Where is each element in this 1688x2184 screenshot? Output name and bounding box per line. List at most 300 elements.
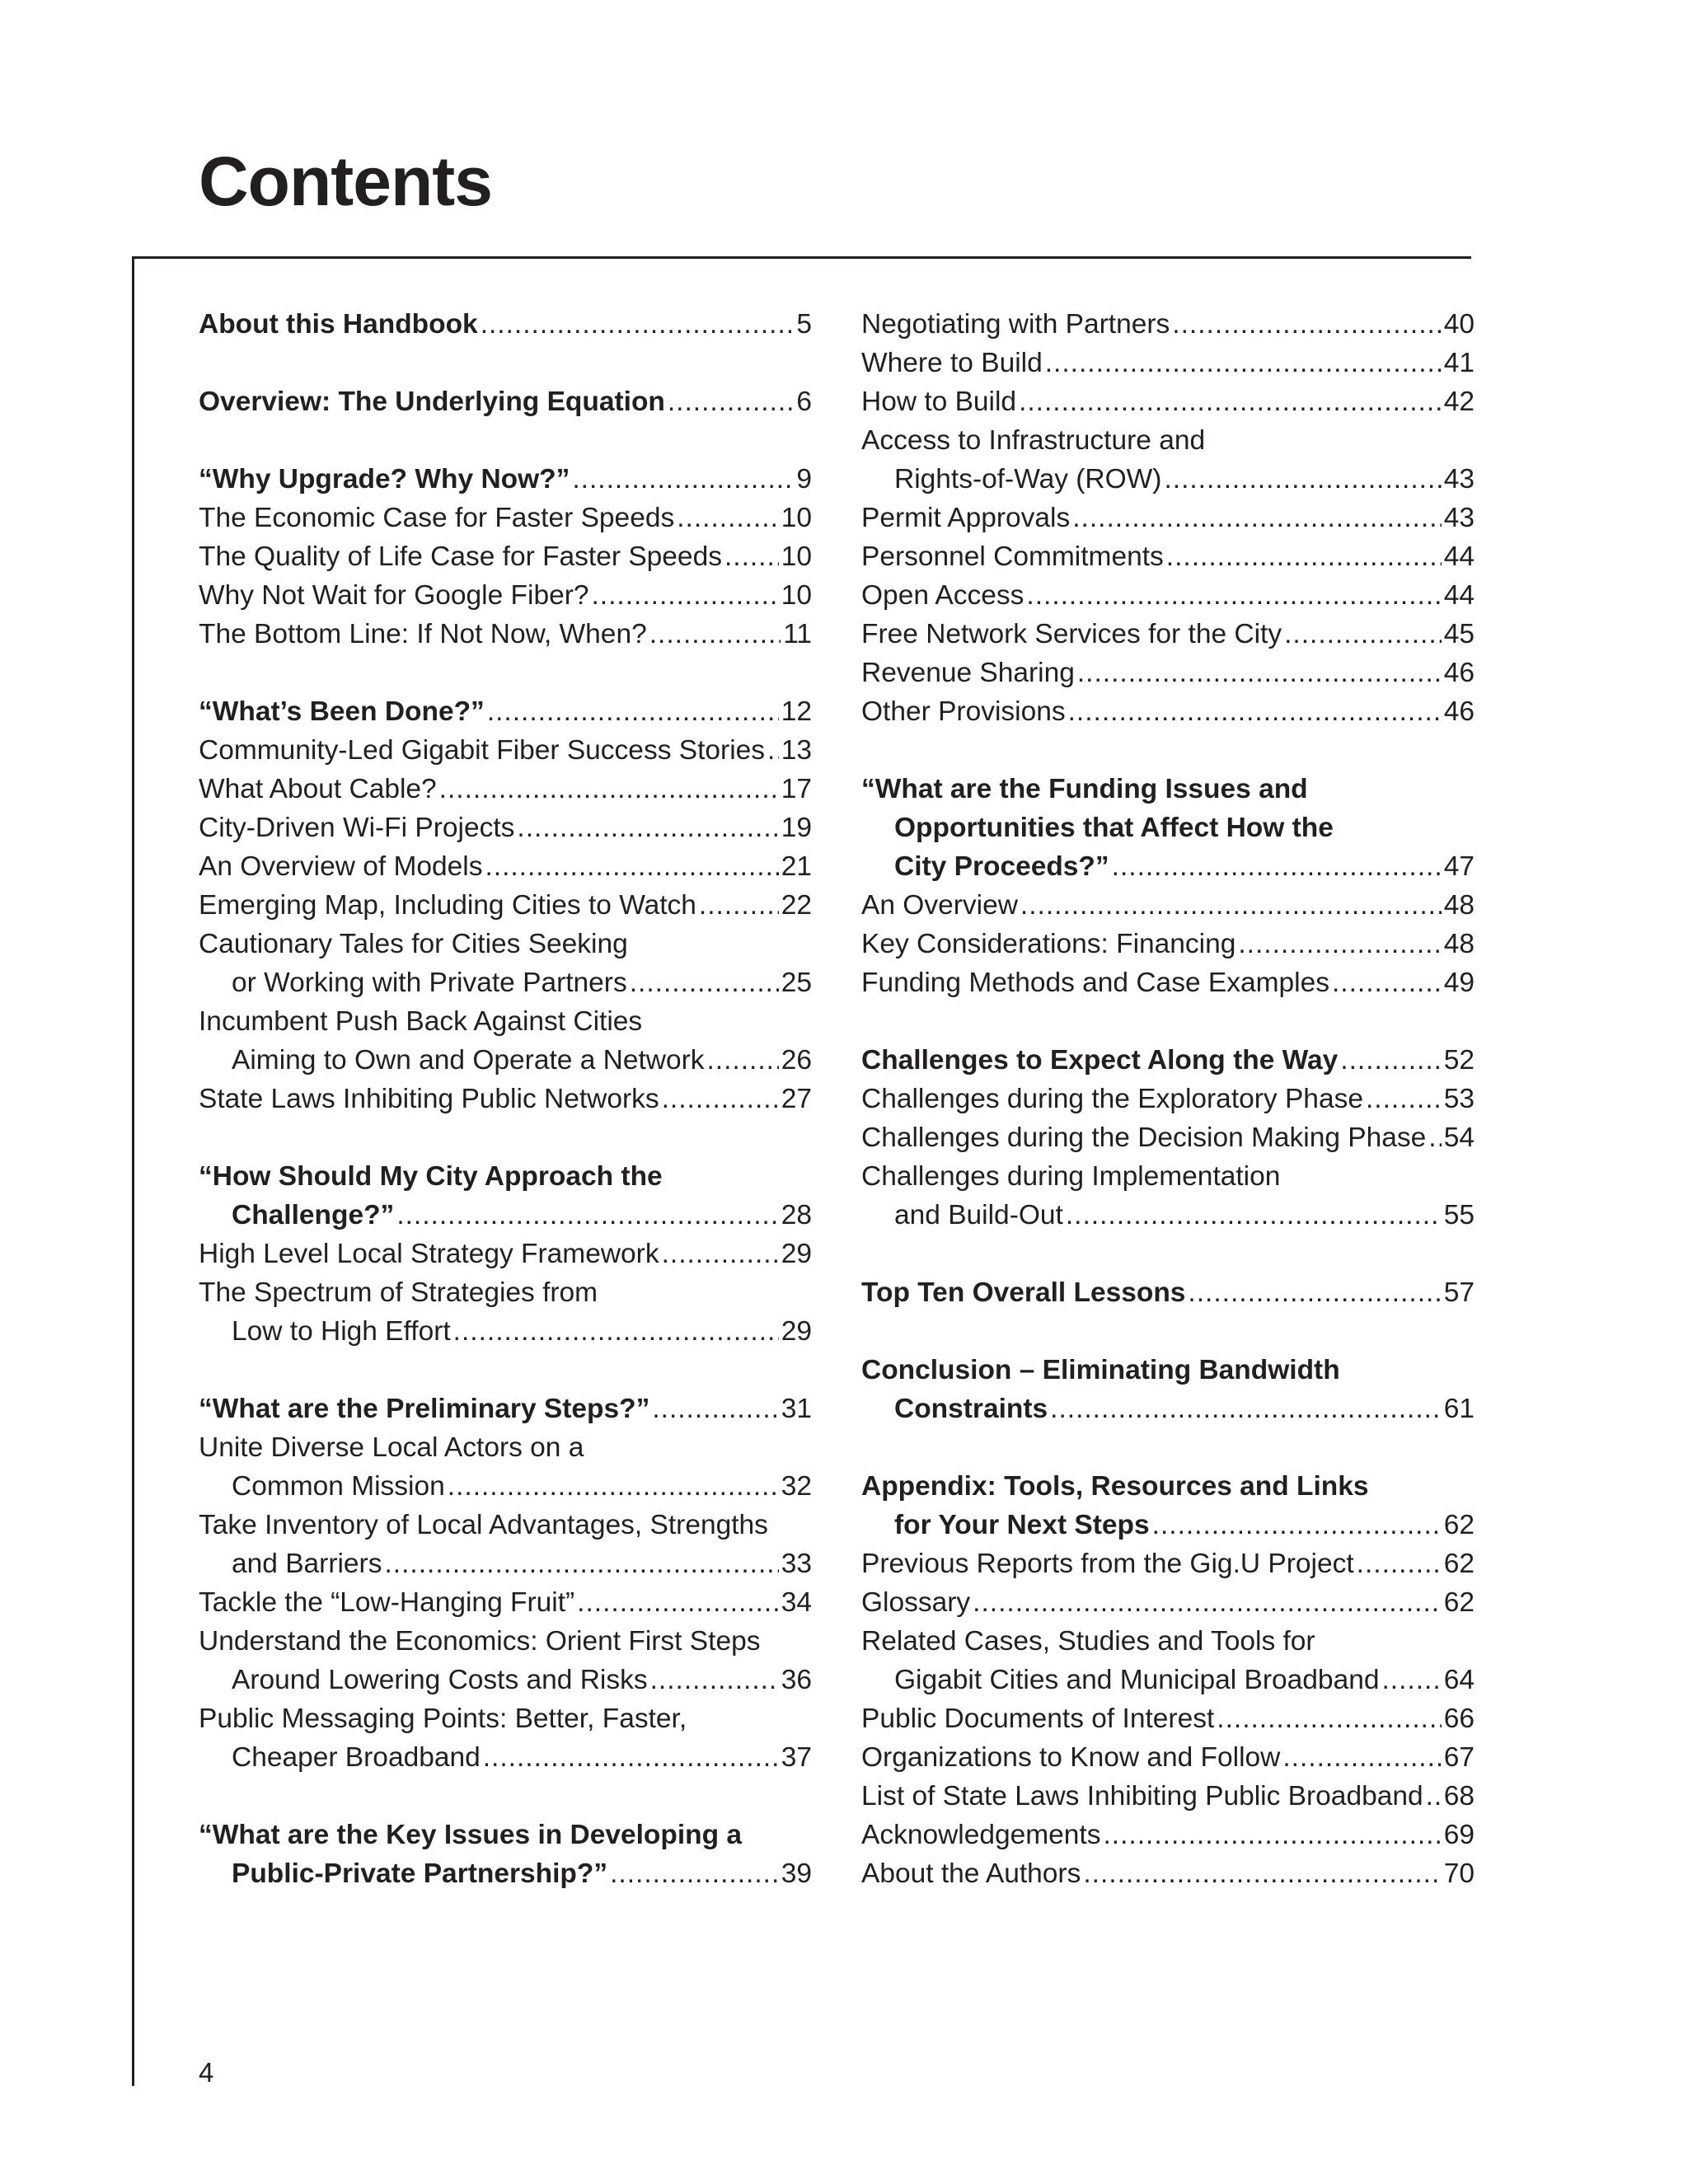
section-spacer xyxy=(861,1235,1475,1273)
toc-entry-title: and Barriers xyxy=(232,1549,382,1579)
toc-entry-line xyxy=(861,963,1475,1002)
toc-entry[interactable] xyxy=(199,1080,812,1118)
toc-entry-line xyxy=(199,1854,812,1893)
toc-entry-line xyxy=(861,1506,1475,1544)
dot-leader xyxy=(767,731,779,770)
toc-entry-line xyxy=(861,1777,1475,1816)
toc-entry-line xyxy=(199,770,812,808)
toc-entry[interactable] xyxy=(199,1699,812,1777)
toc-entry-title: Acknowledgements xyxy=(861,1820,1101,1850)
toc-right-column xyxy=(861,305,1475,1893)
dot-leader xyxy=(517,808,778,847)
toc-entry-title: The Quality of Life Case for Faster Speeds xyxy=(199,541,722,572)
toc-entry-line xyxy=(199,537,812,576)
toc-entry-line xyxy=(199,1273,812,1312)
toc-entry-title: List of State Laws Inhibiting Public Broadband xyxy=(861,1781,1423,1811)
dot-leader xyxy=(1045,344,1442,382)
toc-entry-line xyxy=(199,1816,812,1854)
toc-entry[interactable] xyxy=(861,1777,1475,1816)
toc-entry-title: Top Ten Overall Lessons xyxy=(861,1277,1186,1308)
toc-entry-title: City Proceeds?” xyxy=(894,851,1109,882)
toc-entry-title: Other Provisions xyxy=(861,696,1066,727)
page-title: Contents xyxy=(199,143,492,220)
toc-entry[interactable] xyxy=(199,1002,812,1080)
toc-page-number: 12 xyxy=(781,696,812,727)
toc-entry[interactable] xyxy=(861,576,1475,615)
toc-section-heading[interactable] xyxy=(861,1467,1475,1544)
horizontal-rule xyxy=(132,256,1471,259)
toc-entry-title: Where to Build xyxy=(861,348,1043,378)
toc-page-number: 64 xyxy=(1443,1665,1475,1695)
toc-entry-line xyxy=(199,886,812,925)
toc-entry[interactable] xyxy=(199,731,812,770)
toc-entry-line xyxy=(199,1235,812,1273)
toc-entry[interactable] xyxy=(861,692,1475,731)
dot-leader xyxy=(1020,886,1442,925)
toc-entry-line xyxy=(861,1544,1475,1583)
toc-entry-line xyxy=(861,1196,1475,1235)
toc-entry[interactable] xyxy=(861,1699,1475,1738)
toc-entry-title: and Build-Out xyxy=(894,1200,1063,1230)
toc-entry-title: Aiming to Own and Operate a Network xyxy=(232,1045,705,1076)
toc-entry-line xyxy=(861,576,1475,615)
toc-page-number: 52 xyxy=(1443,1045,1475,1076)
section-spacer xyxy=(199,1118,812,1157)
toc-entry[interactable] xyxy=(861,382,1475,421)
toc-entry-line xyxy=(199,1312,812,1351)
dot-leader xyxy=(1026,576,1441,615)
toc-entry-title: “What are the Funding Issues and xyxy=(861,774,1308,804)
toc-page-number: 54 xyxy=(1443,1122,1475,1153)
toc-section-heading[interactable] xyxy=(199,382,812,421)
toc-entry[interactable] xyxy=(199,847,812,886)
toc-page-number: 49 xyxy=(1443,968,1475,998)
toc-entry-line xyxy=(199,1467,812,1506)
toc-entry-title: Around Lowering Costs and Risks xyxy=(232,1665,648,1695)
toc-entry-line xyxy=(199,847,812,886)
toc-entry-title: The Economic Case for Faster Speeds xyxy=(199,503,675,533)
toc-entry-title: An Overview xyxy=(861,890,1018,921)
toc-page-number: 10 xyxy=(781,503,812,533)
toc-entry-line xyxy=(861,770,1475,808)
toc-entry-line xyxy=(199,615,812,654)
toc-page-number: 39 xyxy=(781,1858,812,1889)
toc-entry-title: The Bottom Line: If Not Now, When? xyxy=(199,619,647,649)
toc-entry-title: High Level Local Strategy Framework xyxy=(199,1239,659,1269)
toc-entry[interactable] xyxy=(199,770,812,808)
toc-entry-title: Conclusion – Eliminating Bandwidth xyxy=(861,1355,1340,1385)
toc-section-heading[interactable] xyxy=(199,1816,812,1893)
toc-entry-title: Unite Diverse Local Actors on a xyxy=(199,1432,584,1463)
toc-entry-line xyxy=(199,1002,812,1041)
dot-leader xyxy=(1152,1506,1442,1544)
dot-leader xyxy=(1357,1544,1442,1583)
dot-leader xyxy=(483,1738,779,1777)
toc-page-number: 61 xyxy=(1443,1394,1475,1424)
toc-entry-title: Open Access xyxy=(861,580,1025,611)
toc-page-number: 68 xyxy=(1443,1781,1475,1811)
toc-entry[interactable] xyxy=(861,537,1475,576)
toc-entry[interactable] xyxy=(199,1583,812,1622)
toc-entry[interactable] xyxy=(199,808,812,847)
toc-page-number: 11 xyxy=(783,619,812,649)
toc-page-number: 67 xyxy=(1443,1742,1475,1773)
dot-leader xyxy=(610,1854,779,1893)
toc-entry-title: Challenges during the Decision Making Phase xyxy=(861,1122,1427,1153)
dot-leader xyxy=(1066,1196,1442,1235)
toc-entry-title: About the Authors xyxy=(861,1858,1081,1889)
toc-entry-line xyxy=(861,344,1475,382)
dot-leader xyxy=(439,770,779,808)
toc-entry-title: Public-Private Partnership?” xyxy=(232,1858,608,1889)
toc-entry-line xyxy=(861,654,1475,692)
toc-entry-title: Take Inventory of Local Advantages, Strengths xyxy=(199,1510,768,1540)
dot-leader xyxy=(487,692,779,731)
toc-page-number: 44 xyxy=(1443,541,1475,572)
toc-entry[interactable] xyxy=(861,1157,1475,1235)
toc-page-number: 29 xyxy=(781,1316,812,1347)
dot-leader xyxy=(630,963,779,1002)
toc-entry-line xyxy=(861,1157,1475,1196)
toc-entry-title: Tackle the “Low-Hanging Fruit” xyxy=(199,1587,575,1618)
toc-page-number: 10 xyxy=(781,580,812,611)
dot-leader xyxy=(668,382,794,421)
dot-leader xyxy=(1164,460,1441,499)
toc-entry-line xyxy=(199,1041,812,1080)
dot-leader xyxy=(973,1583,1442,1622)
toc-page-number: 46 xyxy=(1443,658,1475,688)
dot-leader xyxy=(1381,1661,1441,1699)
toc-entry-line xyxy=(861,1622,1475,1661)
dot-leader xyxy=(1112,847,1442,886)
section-spacer xyxy=(199,1777,812,1816)
toc-page-number: 27 xyxy=(781,1084,812,1114)
toc-entry-title: Negotiating with Partners xyxy=(861,309,1170,340)
toc-entry-line xyxy=(861,1854,1475,1893)
toc-entry[interactable] xyxy=(861,925,1475,963)
toc-entry-title: Challenge?” xyxy=(232,1200,395,1230)
toc-section-heading[interactable] xyxy=(861,1351,1475,1428)
toc-page-number: 31 xyxy=(781,1394,812,1424)
section-spacer xyxy=(199,654,812,692)
toc-entry-line xyxy=(199,1738,812,1777)
toc-entry-title: Access to Infrastructure and xyxy=(861,425,1206,456)
toc-page-number: 42 xyxy=(1443,387,1475,417)
toc-entry[interactable] xyxy=(861,421,1475,499)
toc-entry-title: Appendix: Tools, Resources and Links xyxy=(861,1471,1369,1502)
toc-entry-title: “How Should My City Approach the xyxy=(199,1161,663,1192)
toc-entry[interactable] xyxy=(199,1235,812,1273)
toc-entry-title: Community-Led Gigabit Fiber Success Stories xyxy=(199,735,766,766)
toc-page-number: 36 xyxy=(781,1665,812,1695)
dot-leader xyxy=(1284,615,1442,654)
dot-leader xyxy=(1340,1041,1441,1080)
toc-entry-title: Challenges during Implementation xyxy=(861,1161,1281,1192)
toc-entry-title: Glossary xyxy=(861,1587,971,1618)
toc-entry-line xyxy=(861,537,1475,576)
toc-page-number: 41 xyxy=(1443,348,1475,378)
dot-leader xyxy=(650,1661,779,1699)
toc-entry-line xyxy=(861,615,1475,654)
toc-section-heading[interactable] xyxy=(199,1390,812,1428)
dot-leader xyxy=(396,1196,778,1235)
toc-entry-title: Key Considerations: Financing xyxy=(861,929,1236,959)
toc-entry-title: Permit Approvals xyxy=(861,503,1071,533)
toc-entry-line xyxy=(861,1351,1475,1390)
toc-entry-line xyxy=(199,460,812,499)
toc-page-number: 21 xyxy=(781,851,812,882)
toc-page-number: 26 xyxy=(781,1045,812,1076)
toc-entry-title: Free Network Services for the City xyxy=(861,619,1282,649)
toc-entry-line xyxy=(861,1583,1475,1622)
toc-entry-title: Rights-of-Way (ROW) xyxy=(894,464,1162,494)
toc-entry[interactable] xyxy=(861,1622,1475,1699)
toc-entry-line xyxy=(861,808,1475,847)
toc-entry[interactable] xyxy=(861,654,1475,692)
toc-page-number: 22 xyxy=(781,890,812,921)
dot-leader xyxy=(572,460,794,499)
toc-page-number: 6 xyxy=(796,387,812,417)
toc-entry-title: Common Mission xyxy=(232,1471,445,1502)
section-spacer xyxy=(861,1312,1475,1351)
toc-page-number: 48 xyxy=(1443,929,1475,959)
toc-entry[interactable] xyxy=(861,1738,1475,1777)
toc-page-number: 66 xyxy=(1443,1704,1475,1734)
toc-entry-title: City-Driven Wi-Fi Projects xyxy=(199,813,515,843)
toc-entry-title: Public Documents of Interest xyxy=(861,1704,1215,1734)
dot-leader xyxy=(1083,1854,1441,1893)
toc-entry-line xyxy=(199,382,812,421)
toc-entry-line xyxy=(861,1738,1475,1777)
toc-entry-line xyxy=(199,1699,812,1738)
toc-entry-title: Overview: The Underlying Equation xyxy=(199,387,665,417)
toc-entry-line xyxy=(199,925,812,963)
toc-page-number: 62 xyxy=(1443,1549,1475,1579)
dot-leader xyxy=(699,886,779,925)
dot-leader xyxy=(448,1467,779,1506)
dot-leader xyxy=(592,576,779,615)
toc-page-number: 29 xyxy=(781,1239,812,1269)
toc-entry[interactable] xyxy=(861,1583,1475,1622)
toc-page-number: 53 xyxy=(1443,1084,1475,1114)
toc-entry-title: Cautionary Tales for Cities Seeking xyxy=(199,929,628,959)
toc-entry-title: Constraints xyxy=(894,1394,1048,1424)
toc-section-heading[interactable] xyxy=(861,770,1475,886)
toc-entry-line xyxy=(861,1467,1475,1506)
toc-entry[interactable] xyxy=(861,499,1475,537)
toc-entry-line xyxy=(861,305,1475,344)
toc-entry-title: Funding Methods and Case Examples xyxy=(861,968,1329,998)
toc-entry-line xyxy=(199,808,812,847)
toc-page-number: 69 xyxy=(1443,1820,1475,1850)
dot-leader xyxy=(1332,963,1442,1002)
toc-entry-title: Why Not Wait for Google Fiber? xyxy=(199,580,589,611)
dot-leader xyxy=(1366,1080,1442,1118)
section-spacer xyxy=(861,731,1475,770)
dot-leader xyxy=(649,615,781,654)
dot-leader xyxy=(1217,1699,1441,1738)
toc-entry-title: Low to High Effort xyxy=(232,1316,451,1347)
toc-entry-line xyxy=(861,421,1475,460)
dot-leader xyxy=(1172,305,1441,344)
toc-entry-line xyxy=(199,1544,812,1583)
toc-page-number: 62 xyxy=(1443,1587,1475,1618)
dot-leader xyxy=(1019,382,1442,421)
toc-section-heading[interactable] xyxy=(199,305,812,344)
toc-entry[interactable] xyxy=(199,1273,812,1351)
toc-entry-title: How to Build xyxy=(861,387,1017,417)
vertical-rule xyxy=(132,256,134,2086)
toc-entry-line xyxy=(861,925,1475,963)
toc-entry-title: Previous Reports from the Gig.U Project xyxy=(861,1549,1354,1579)
dot-leader xyxy=(724,537,779,576)
toc-entry-line xyxy=(199,1157,812,1196)
dot-leader xyxy=(577,1583,779,1622)
toc-page-number: 19 xyxy=(781,813,812,843)
toc-page-number: 62 xyxy=(1443,1510,1475,1540)
toc-entry-line xyxy=(199,1622,812,1661)
toc-entry-title: Emerging Map, Including Cities to Watch xyxy=(199,890,696,921)
toc-entry[interactable] xyxy=(861,963,1475,1002)
toc-page-number: 9 xyxy=(796,464,812,494)
toc-entry[interactable] xyxy=(861,305,1475,344)
dot-leader xyxy=(1428,1118,1441,1157)
toc-entry-title: Challenges to Expect Along the Way xyxy=(861,1045,1339,1076)
dot-leader xyxy=(481,305,795,344)
toc-entry-title: “What are the Key Issues in Developing a xyxy=(199,1820,743,1850)
toc-entry-title: Organizations to Know and Follow xyxy=(861,1742,1281,1773)
toc-entry[interactable] xyxy=(861,1118,1475,1157)
toc-page-number: 33 xyxy=(781,1549,812,1579)
toc-entry-title: for Your Next Steps xyxy=(894,1510,1150,1540)
toc-entry-line xyxy=(861,1273,1475,1312)
section-spacer xyxy=(861,1002,1475,1041)
section-spacer xyxy=(199,1351,812,1390)
toc-entry-line xyxy=(199,1506,812,1544)
toc-entry-title: Revenue Sharing xyxy=(861,658,1075,688)
toc-entry-title: Understand the Economics: Orient First Steps xyxy=(199,1626,761,1657)
toc-entry-line xyxy=(861,1661,1475,1699)
dot-leader xyxy=(1188,1273,1441,1312)
dot-leader xyxy=(1282,1738,1441,1777)
toc-entry-title: Related Cases, Studies and Tools for xyxy=(861,1626,1315,1657)
dot-leader xyxy=(662,1080,779,1118)
toc-entry-title: or Working with Private Partners xyxy=(232,968,627,998)
toc-page-number: 43 xyxy=(1443,503,1475,533)
toc-page-number: 28 xyxy=(781,1200,812,1230)
toc-entry-title: State Laws Inhibiting Public Networks xyxy=(199,1084,659,1114)
toc-entry-title: What About Cable? xyxy=(199,774,437,804)
toc-entry-line xyxy=(199,731,812,770)
toc-entry-line xyxy=(199,963,812,1002)
dot-leader xyxy=(1166,537,1442,576)
toc-section-heading[interactable] xyxy=(861,1041,1475,1080)
toc-page-number: 37 xyxy=(781,1742,812,1773)
dot-leader xyxy=(677,499,779,537)
toc-entry[interactable] xyxy=(861,1080,1475,1118)
toc-left-column xyxy=(199,305,812,1893)
toc-page-number: 5 xyxy=(796,309,812,340)
toc-entry-line xyxy=(199,499,812,537)
toc-entry-line xyxy=(199,692,812,731)
toc-entry[interactable] xyxy=(199,1622,812,1699)
dot-leader xyxy=(1072,499,1442,537)
toc-entry-title: “Why Upgrade? Why Now?” xyxy=(199,464,570,494)
toc-section-heading[interactable] xyxy=(199,692,812,731)
toc-entry-line xyxy=(861,382,1475,421)
toc-entry[interactable] xyxy=(861,615,1475,654)
toc-page-number: 70 xyxy=(1443,1858,1475,1889)
toc-entry-line xyxy=(861,1816,1475,1854)
toc-section-heading[interactable] xyxy=(861,1273,1475,1312)
toc-page-number: 44 xyxy=(1443,580,1475,611)
section-spacer xyxy=(861,1428,1475,1467)
toc-page-number: 34 xyxy=(781,1587,812,1618)
toc-page-number: 40 xyxy=(1443,309,1475,340)
toc-entry-line xyxy=(861,692,1475,731)
toc-entry-line xyxy=(199,576,812,615)
toc-entry[interactable] xyxy=(861,1816,1475,1854)
toc-entry-line xyxy=(861,847,1475,886)
toc-section-heading[interactable] xyxy=(199,1157,812,1235)
toc-entry-title: Personnel Commitments xyxy=(861,541,1164,572)
toc-page-number: 10 xyxy=(781,541,812,572)
toc-entry[interactable] xyxy=(199,1428,812,1506)
toc-entry-title: An Overview of Models xyxy=(199,851,483,882)
toc-entry-title: “What are the Preliminary Steps?” xyxy=(199,1394,650,1424)
toc-entry-line xyxy=(861,886,1475,925)
toc-entry[interactable] xyxy=(199,886,812,925)
dot-leader xyxy=(707,1041,779,1080)
toc-page-number: 45 xyxy=(1443,619,1475,649)
toc-page-number: 55 xyxy=(1443,1200,1475,1230)
toc-entry-title: Challenges during the Exploratory Phase xyxy=(861,1084,1363,1114)
toc-section-heading[interactable] xyxy=(199,460,812,499)
toc-page-number: 48 xyxy=(1443,890,1475,921)
toc-entry-line xyxy=(861,1390,1475,1428)
toc-entry-line xyxy=(861,1118,1475,1157)
toc-entry[interactable] xyxy=(199,576,812,615)
toc-entry[interactable] xyxy=(199,537,812,576)
toc-entry[interactable] xyxy=(199,615,812,654)
toc-entry-line xyxy=(199,1196,812,1235)
toc-entry-line xyxy=(199,305,812,344)
toc-page-number: 46 xyxy=(1443,696,1475,727)
toc-entry[interactable] xyxy=(861,1544,1475,1583)
toc-entry[interactable] xyxy=(199,499,812,537)
section-spacer xyxy=(199,344,812,382)
toc-entry-title: About this Handbook xyxy=(199,309,478,340)
toc-page-number: 17 xyxy=(781,774,812,804)
toc-entry-line xyxy=(861,1699,1475,1738)
toc-page-number: 13 xyxy=(781,735,812,766)
dot-leader xyxy=(1238,925,1441,963)
toc-entry-line xyxy=(199,1428,812,1467)
toc-entry[interactable] xyxy=(861,1854,1475,1893)
toc-page-number: 57 xyxy=(1443,1277,1475,1308)
toc-entry[interactable] xyxy=(861,344,1475,382)
toc-entry[interactable] xyxy=(199,925,812,1002)
dot-leader xyxy=(453,1312,779,1351)
toc-entry[interactable] xyxy=(861,886,1475,925)
toc-entry-title: Public Messaging Points: Better, Faster, xyxy=(199,1704,687,1734)
toc-entry[interactable] xyxy=(199,1506,812,1583)
toc-entry-title: “What’s Been Done?” xyxy=(199,696,485,727)
dot-leader xyxy=(1104,1816,1442,1854)
toc-entry-title: The Spectrum of Strategies from xyxy=(199,1277,598,1308)
dot-leader xyxy=(1068,692,1442,731)
dot-leader xyxy=(1077,654,1442,692)
